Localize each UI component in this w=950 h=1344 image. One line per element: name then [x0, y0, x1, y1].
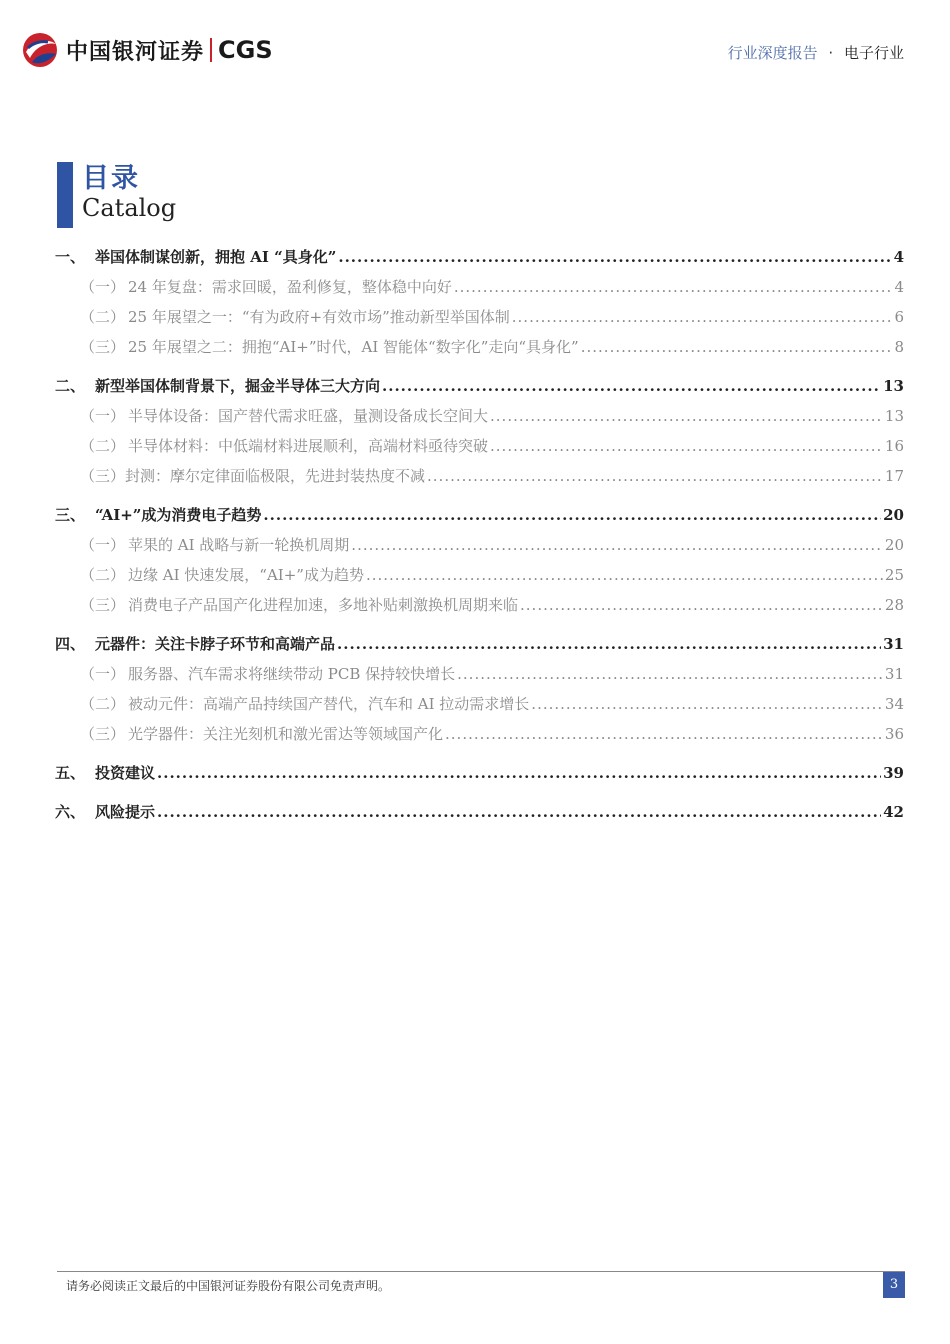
toc-item-title: （三）封测：摩尔定律面临极限，先进封装热度不减: [80, 467, 426, 485]
toc-item-title: 光学器件：关注光刻机和激光雷达等领域国产化: [128, 725, 444, 743]
toc-item-page: 31: [884, 665, 904, 683]
report-type: 行业深度报告: [727, 44, 818, 62]
toc-section-row[interactable]: [55, 723, 904, 753]
footer-divider: [57, 1271, 905, 1272]
toc-item-title: 新型举国体制背景下，掘金半导体三大方向: [95, 377, 381, 395]
toc-section-row[interactable]: [55, 693, 904, 723]
toc-item-title: 24 年复盘：需求回暖，盈利修复，整体稳中向好: [128, 278, 452, 296]
toc-dot-leader: [263, 506, 881, 524]
toc-item-number: （一）: [80, 278, 126, 296]
toc-item-title: 被动元件：高端产品持续国产替代，汽车和 AI 拉动需求增长: [128, 695, 530, 713]
toc-chapter-row[interactable]: [55, 504, 904, 534]
toc-item-number: 六、: [55, 803, 86, 821]
toc-item-number: （一）: [80, 407, 126, 425]
toc-dot-leader: [157, 803, 881, 821]
toc-item-page: 34: [884, 695, 904, 713]
toc-section-row[interactable]: [55, 663, 904, 693]
catalog-title-cn: 目录: [82, 163, 140, 194]
toc-item-title: “AI+”成为消费电子趋势: [95, 506, 262, 524]
toc-dot-leader: [351, 536, 883, 554]
toc-item-page: 17: [884, 467, 904, 485]
toc-item-title: 风险提示: [95, 803, 156, 821]
toc-dot-leader: [512, 308, 893, 326]
toc-item-number: （二）: [80, 437, 126, 455]
toc-chapter-row[interactable]: [55, 246, 904, 276]
toc-dot-leader: [382, 377, 881, 395]
toc-chapter-row[interactable]: [55, 762, 904, 792]
toc-dot-leader: [454, 278, 893, 296]
toc-item-page: 36: [884, 725, 904, 743]
title-accent-bar: [57, 162, 73, 228]
industry-name: 电子行业: [843, 44, 904, 62]
toc-item-number: （三）: [80, 596, 126, 614]
toc-item-number: 一、: [55, 248, 86, 266]
page-number: 3: [883, 1272, 905, 1298]
table-of-contents: [55, 246, 904, 831]
toc-item-title: 边缘 AI 快速发展，“AI+”成为趋势: [128, 566, 364, 584]
toc-item-title: 消费电子产品国产化进程加速，多地补贴刺激换机周期来临: [128, 596, 519, 614]
logo-english-name: CGS: [218, 36, 273, 64]
toc-chapter-row[interactable]: [55, 801, 904, 831]
toc-item-page: 13: [883, 377, 904, 395]
toc-item-number: （三）: [80, 338, 126, 356]
toc-chapter-row[interactable]: [55, 375, 904, 405]
toc-item-page: 31: [883, 635, 904, 653]
toc-item-title: 半导体设备：国产替代需求旺盛，量测设备成长空间大: [128, 407, 489, 425]
toc-section-row[interactable]: [55, 564, 904, 594]
toc-section-row[interactable]: [55, 336, 904, 366]
company-logo: [22, 32, 273, 68]
header-separator: ·: [828, 44, 834, 62]
toc-item-number: 四、: [55, 635, 86, 653]
toc-chapter-row[interactable]: [55, 633, 904, 663]
toc-item-title: 服务器、汽车需求将继续带动 PCB 保持较快增长: [128, 665, 456, 683]
toc-item-title: 25 年展望之二：拥抱“AI+”时代，AI 智能体“数字化”走向“具身化”: [128, 338, 579, 356]
catalog-title-en: Catalog: [82, 194, 177, 222]
toc-dot-leader: [457, 665, 883, 683]
toc-item-number: 三、: [55, 506, 86, 524]
toc-item-title: 半导体材料：中低端材料进展顺利，高端材料亟待突破: [128, 437, 489, 455]
toc-item-number: （二）: [80, 566, 126, 584]
toc-item-page: 39: [883, 764, 904, 782]
logo-chinese-name: 中国银河证券: [66, 39, 205, 65]
toc-item-page: 4: [894, 278, 904, 296]
toc-section-row[interactable]: [55, 405, 904, 435]
toc-dot-leader: [490, 437, 883, 455]
toc-item-number: （二）: [80, 695, 126, 713]
toc-item-page: 13: [884, 407, 904, 425]
toc-item-page: 8: [894, 338, 904, 356]
toc-item-number: 二、: [55, 377, 86, 395]
toc-item-page: 16: [884, 437, 904, 455]
toc-item-title: 投资建议: [95, 764, 156, 782]
toc-dot-leader: [337, 635, 881, 653]
toc-dot-leader: [490, 407, 883, 425]
report-category: [728, 42, 904, 63]
toc-dot-leader: [157, 764, 881, 782]
logo-divider: [210, 38, 212, 62]
toc-item-title: 举国体制谋创新，拥抱 AI “具身化”: [95, 248, 337, 266]
toc-item-page: 28: [884, 596, 904, 614]
toc-section-row[interactable]: [55, 306, 904, 336]
toc-item-page: 20: [883, 506, 904, 524]
toc-section-row[interactable]: [55, 534, 904, 564]
toc-section-row[interactable]: [55, 276, 904, 306]
toc-item-title: 25 年展望之一：“有为政府+有效市场”推动新型举国体制: [128, 308, 510, 326]
toc-dot-leader: [531, 695, 883, 713]
cgs-logo-icon: [22, 32, 60, 68]
toc-item-title: 元器件：关注卡脖子环节和高端产品: [95, 635, 336, 653]
toc-dot-leader: [427, 467, 883, 485]
toc-item-number: （三）: [80, 725, 126, 743]
toc-item-page: 6: [894, 308, 904, 326]
toc-item-number: （二）: [80, 308, 126, 326]
toc-item-page: 20: [884, 536, 904, 554]
toc-item-number: 五、: [55, 764, 86, 782]
footer-disclaimer: 请务必阅读正文最后的中国银河证券股份有限公司免责声明。: [66, 1279, 391, 1293]
toc-item-page: 42: [883, 803, 904, 821]
toc-item-page: 25: [884, 566, 904, 584]
toc-section-row[interactable]: [55, 465, 904, 495]
toc-item-title: 苹果的 AI 战略与新一轮换机周期: [128, 536, 350, 554]
toc-item-number: （一）: [80, 665, 126, 683]
toc-section-row[interactable]: [55, 594, 904, 624]
toc-dot-leader: [581, 338, 893, 356]
toc-dot-leader: [520, 596, 883, 614]
toc-item-number: （一）: [80, 536, 126, 554]
toc-dot-leader: [366, 566, 883, 584]
toc-item-page: 4: [893, 248, 904, 266]
toc-section-row[interactable]: [55, 435, 904, 465]
toc-dot-leader: [445, 725, 883, 743]
toc-dot-leader: [338, 248, 891, 266]
